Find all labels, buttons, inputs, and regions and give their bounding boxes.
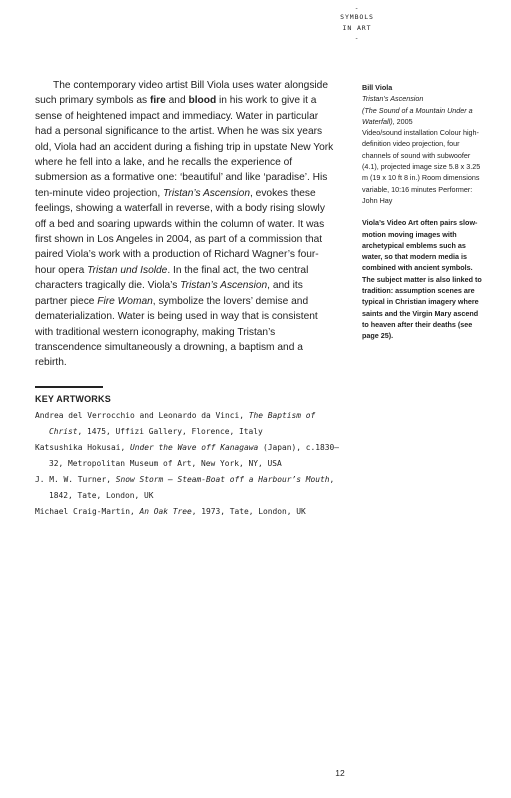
artwork-details: , 1475, Uffizi Gallery, Florence, Italy [77, 427, 263, 436]
body-italic-title: Tristan’s Ascension [162, 187, 250, 199]
key-artworks-heading: KEY ARTWORKS [35, 394, 111, 404]
caption-work-title [362, 93, 486, 127]
body-italic-title: Tristan’s Ascension [180, 280, 268, 292]
body-text-run: , and its partner piece [35, 280, 303, 307]
key-artworks [35, 386, 345, 520]
body-text [35, 78, 337, 371]
body-text-run: , evokes these feelings, showing a waterfall in reverse, with a body rising slowly off a bed and soaring upwards within the column of water. It was first shown in Los Angeles in 2004, as part of a commission that paired Viola’s work with a production of Richard Wagner’s four-hour opera [35, 187, 325, 276]
artwork-artist: J. M. W. Turner, [35, 475, 116, 484]
artwork-details: , 1973, Tate, London, UK [191, 507, 306, 516]
caption-artist: Bill Viola [362, 83, 393, 92]
artwork-title: The Baptism of Christ [49, 411, 316, 436]
artwork-details: , 1842, Tate, London, UK [49, 475, 335, 500]
body-text-run: in his work to give it a sense of heightened impact and immediacy. Water in particular had a personal significance to the artist. When he was six years old, Viola had an accident during a fishing trip in upstate New York where he fell into a lake, and he recalls the experience of submersion as a formative one: ‘beautiful’ and like ‘paradise’. His ten-minute video projection, [35, 95, 334, 199]
page-number: 12 [335, 768, 345, 778]
body-paragraph [35, 78, 337, 371]
artwork-title: Under the Wave off Kanagawa [130, 443, 259, 452]
running-head-line2: IN ART [342, 24, 372, 32]
caption-title: Tristan’s Ascension [362, 94, 424, 104]
body-italic-title: Fire Woman [97, 295, 153, 307]
body-bold-blood: blood [188, 95, 217, 107]
body-text-run: , symbolize the lovers’ demise and dematerialization. Water is being used in way that is consistent with traditional western iconography, making Tristan’s transcendence simultaneously a drowning, a baptism and a rebirth. [35, 295, 318, 369]
image-caption [362, 82, 486, 342]
body-text-run: and [165, 95, 189, 107]
artwork-artist: Andrea del Verrocchio and Leonardo da Vinci, [35, 411, 249, 420]
caption-subtitle: (The Sound of a Mountain Under a Waterfall) [362, 105, 473, 126]
body-italic-title: Tristan und Isolde [87, 264, 168, 276]
artwork-title: An Oak Tree [139, 507, 192, 516]
artwork-title: Snow Storm – Steam-Boat off a Harbour’s Mouth [115, 475, 330, 484]
running-head-tick: - [354, 4, 360, 12]
artwork-artist: Katsushika Hokusai, [35, 443, 131, 452]
caption-year: , 2005 [392, 116, 413, 126]
artwork-entry [35, 440, 345, 472]
artwork-entry [35, 472, 345, 504]
body-text-run: The contemporary video artist Bill Viola uses water alongside such primary symbols as [35, 80, 329, 107]
running-head [333, 4, 381, 42]
artwork-artist: Michael Craig-Martin, [35, 507, 140, 516]
body-bold-fire: fire [149, 95, 166, 107]
body-text-run: . In the final act, the two central characters tragically die. Viola’s [35, 264, 309, 292]
artwork-details: (Japan), c.1830–32, Metropolitan Museum of Art, New York, NY, USA [49, 443, 340, 468]
caption-note: Viola’s Video Art often pairs slow-motion moving images with archetypical emblems such as water, so that modern media is combined with ancient symbols. The subject matter is also linked to tradition: assumption scenes are typical in Christian imagery where saints and the Virgin Mary ascend to heaven after their deaths (see page 25). [362, 218, 482, 341]
artwork-entry [35, 504, 345, 520]
section-rule [35, 386, 103, 388]
running-head-tick-bottom: - [354, 34, 360, 42]
artwork-entry [35, 408, 345, 440]
caption-details: Video/sound installation Colour high-definition video projection, four channels of sound with subwoofer (4.1), projected image size 5.8 x 3.25 m (19 x 10 ft 8 in.) Room dimensions variable, 10:16 minutes Performer: John Hay [362, 128, 481, 205]
running-head-line1: SYMBOLS [340, 13, 374, 21]
